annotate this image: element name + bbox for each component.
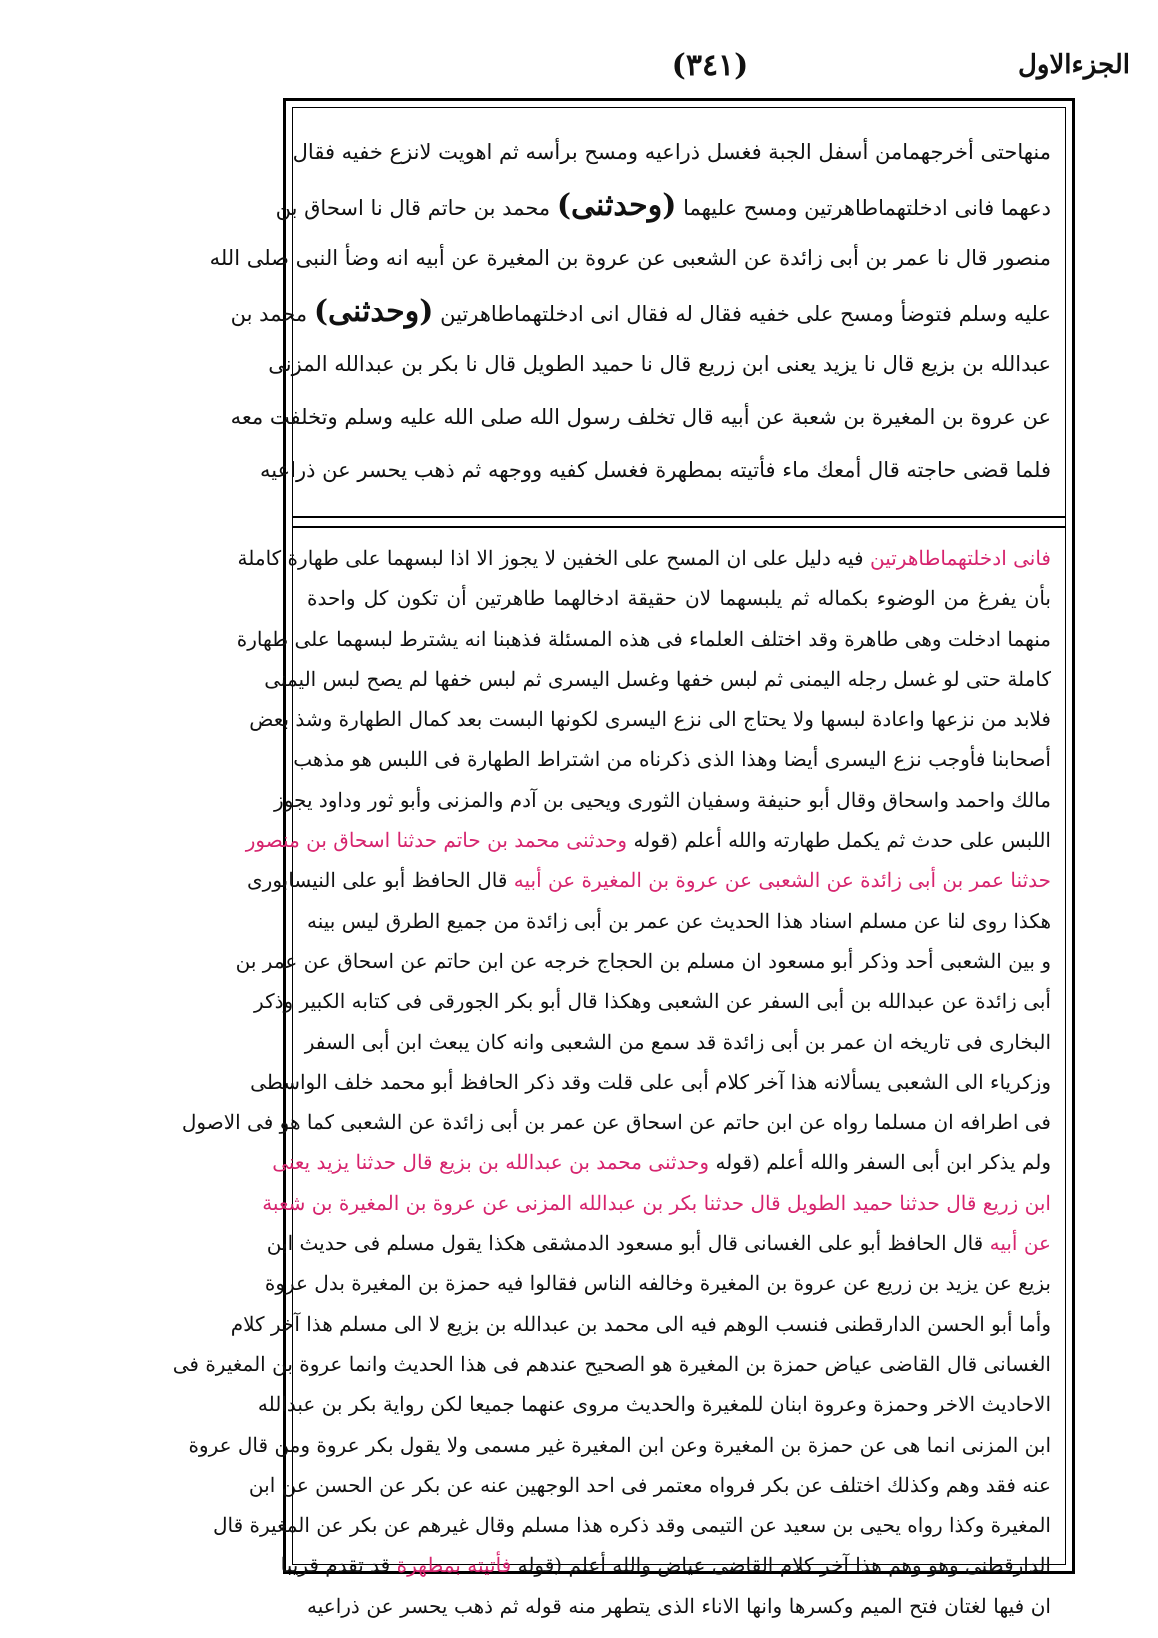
section-divider: [293, 516, 1065, 528]
matn-text: محمد بن: [230, 302, 308, 326]
sharh-line: ان فيها لغتان فتح الميم وكسرها وانها الاناء الذى يتطهر منه قوله ثم ذهب يحسر عن ذراعيه: [307, 1593, 1051, 1618]
quoted-text: فأتيته بمطهرة: [396, 1553, 512, 1578]
matn-line: عبدالله بن بزيع قال نا يزيد يعنى ابن زريع قال نا حميد الطويل قال نا بكر بن عبدالله المزنى: [268, 352, 1051, 376]
sharh-line: أبى زائدة عن عبدالله بن أبى السفر عن الشعبى وهكذا قال أبو بكر الجورقى فى كتابه الكبير وذكر: [254, 989, 1051, 1014]
sharh-line: و بين الشعبى أحد وذكر أبو مسعود ان مسلم بن الحجاج خرجه عن ابن حاتم عن اسحاق عن عمر بن: [235, 948, 1051, 973]
sharh-line: كاملة حتى لو غسل رجله اليمنى ثم لبس خفها وغسل اليسرى ثم لبس خفها لم يصح لبس اليمنى: [264, 666, 1051, 691]
sharh-line: منهما ادخلت وهى طاهرة وقد اختلف العلماء فى هذه المسئلة فذهبنا انه يشترط لبسهما على طهارة: [236, 626, 1051, 651]
sharh-line: [280, 1545, 1051, 1585]
page-frame: [172, 98, 1075, 1618]
haddathani-heading: (وحدثنى): [313, 294, 434, 329]
sharh-line: [272, 1142, 1051, 1182]
sharh-line: [247, 860, 1051, 900]
sharh-line: الاحاديث الاخر وحمزة وعروة ابنان للمغيرة والحديث مروى عنهما جميعا لكن رواية بكر بن عبدالله: [257, 1392, 1051, 1417]
sharh-line: وأما أبو الحسن الدارقطنى فنسب الوهم فيه الى محمد بن عبدالله بن بزيع لا الى مسلم هذا آخر كلام: [230, 1311, 1051, 1336]
hadith-text-block: [209, 126, 1051, 498]
sharh-line: بأن يفرغ من الوضوء بكماله ثم يلبسهما لان حقيقة ادخالهما طاهرتين أن تكون كل واحدة: [307, 586, 1051, 611]
sharh-line: ابن المزنى انما هى عن حمزة بن المغيرة وعن ابن المغيرة غير مسمى ولا يقول بكر عروة ومن قال عروة: [188, 1432, 1051, 1457]
matn-text: دعهما فانى ادخلتهماطاهرتين ومسح عليهما: [683, 196, 1051, 220]
quoted-text: ابن زريع قال حدثنا حميد الطويل قال حدثنا بكر بن عبدالله المزنى عن عروة بن المغيرة بن شعبة: [262, 1190, 1051, 1215]
sharh-text: ولم يذكر ابن أبى السفر والله أعلم (قوله: [715, 1150, 1051, 1175]
quoted-text: حدثنا عمر بن أبى زائدة عن الشعبى عن عروة بن المغيرة عن أبيه: [513, 868, 1051, 893]
matn-line: منهاحتى أخرجهمامن أسفل الجبة فغسل ذراعيه ومسح برأسه ثم اهويت لانزع خفيه فقال: [292, 140, 1051, 164]
page-number: (٣٤١): [671, 48, 749, 83]
sharh-line: [262, 1183, 1051, 1223]
page-frame-inner: [172, 107, 1066, 1618]
matn-line: فلما قضى حاجته قال أمعك ماء فأتيته بمطهرة فغسل كفيه ووجهه ثم ذهب يحسر عن ذراعيه: [260, 458, 1051, 482]
matn-line: [230, 285, 1051, 338]
sharh-text: الدارقطنى وهو وهم هذا آخر كلام القاضى عياض والله أعلم (قوله: [517, 1553, 1051, 1578]
sharh-line: المغيرة وكذا رواه يحيى بن سعيد عن التيمى وقد ذكره هذا مسلم وقال غيرهم عن بكر عن المغيرة قال: [213, 1513, 1051, 1538]
haddathani-heading: (وحدثنى): [556, 188, 677, 223]
sharh-line: بزيع عن يزيد بن زريع عن عروة بن المغيرة وخالفه الناس فقالوا فيه حمزة بن المغيرة بدل عروة: [264, 1271, 1051, 1296]
sharh-text: قال الحافظ أبو على الغسانى قال أبو مسعود الدمشقى هكذا يقول مسلم فى حديث ابن: [266, 1231, 984, 1256]
matn-line: منصور قال نا عمر بن أبى زائدة عن الشعبى عن عروة بن المغيرة عن أبيه انه وضأ النبى صلى الله: [209, 246, 1051, 270]
matn-line: [275, 179, 1051, 232]
sharh-text: اللبس على حدث ثم يكمل طهارته والله أعلم (قوله: [633, 828, 1051, 853]
sharh-text: فيه دليل على ان المسح على الخفين لا يجوز الا اذا لبسهما على طهارة كاملة: [237, 546, 864, 570]
sharh-text: قد تقدم قريبا: [280, 1553, 391, 1578]
sharh-line: وزكرياء الى الشعبى يسألانه هذا آخر كلام أبى على قلت وقد ذكر الحافظ أبو محمد خلف الواسطى: [250, 1069, 1051, 1094]
quoted-text: وحدثنى محمد بن عبدالله بن بزيع قال حدثنا يزيد يعنى: [272, 1150, 710, 1175]
sharh-line: فى اطرافه ان مسلما رواه عن ابن حاتم عن اسحاق عن عمر بن أبى زائدة عن الشعبى كما هو فى الاصول: [181, 1110, 1051, 1135]
sharh-text: قال الحافظ أبو على النيسابورى: [247, 868, 508, 893]
sharh-line: أصحابنا فأوجب نزع اليسرى أيضا وهذا الذى ذكرناه من اشتراط الطهارة فى اللبس هو مذهب: [293, 747, 1051, 772]
matn-line: عن عروة بن المغيرة بن شعبة عن أبيه قال تخلف رسول الله صلى الله عليه وسلم وتخلفت معه: [230, 405, 1051, 429]
sharh-line: الغسانى قال القاضى عياض حمزة بن المغيرة هو الصحيح عندهم فى هذا الحديث وانما عروة بن المغيرة فى: [172, 1351, 1051, 1376]
sharh-line: [245, 820, 1051, 860]
sharh-line: [266, 1223, 1051, 1263]
quoted-text: وحدثنى محمد بن حاتم حدثنا اسحاق بن منصور: [245, 828, 628, 853]
sharh-line: عنه فقد وهم وكذلك اختلف عن بكر فرواه معتمر فى احد الوجهين عنه عن بكر عن الحسن عن ابن: [248, 1472, 1051, 1497]
sharh-line: فلابد من نزعها واعادة لبسها ولا يحتاج الى نزع اليسرى لكونها البست بعد كمال الطهارة وشذ بعض: [249, 707, 1051, 732]
sharh-line: مالك واحمد واسحاق وقال أبو حنيفة وسفيان الثورى ويحيى بن آدم والمزنى وأبو ثور وداود يجوز: [274, 787, 1051, 812]
sharh-line: [237, 538, 1051, 578]
matn-text: عليه وسلم فتوضأ ومسح على خفيه فقال له فقال انى ادخلتهماطاهرتين: [440, 302, 1051, 326]
sharh-line: هكذا روى لنا عن مسلم اسناد هذا الحديث عن عمر بن أبى زائدة من جميع الطرق ليس بينه: [307, 908, 1051, 933]
sharh-line: البخارى فى تاريخه ان عمر بن أبى زائدة قد سمع من الشعبى وانه كان يبعث ابن أبى السفر: [304, 1029, 1051, 1054]
commentary-block: [172, 538, 1051, 1618]
quoted-text: عن أبيه: [989, 1231, 1051, 1256]
volume-label: الجزءالاول: [1018, 50, 1130, 80]
matn-text: محمد بن حاتم قال نا اسحاق بن: [275, 196, 551, 220]
quoted-text: فانى ادخلتهماطاهرتين: [869, 546, 1051, 570]
page-header: [290, 48, 1130, 92]
